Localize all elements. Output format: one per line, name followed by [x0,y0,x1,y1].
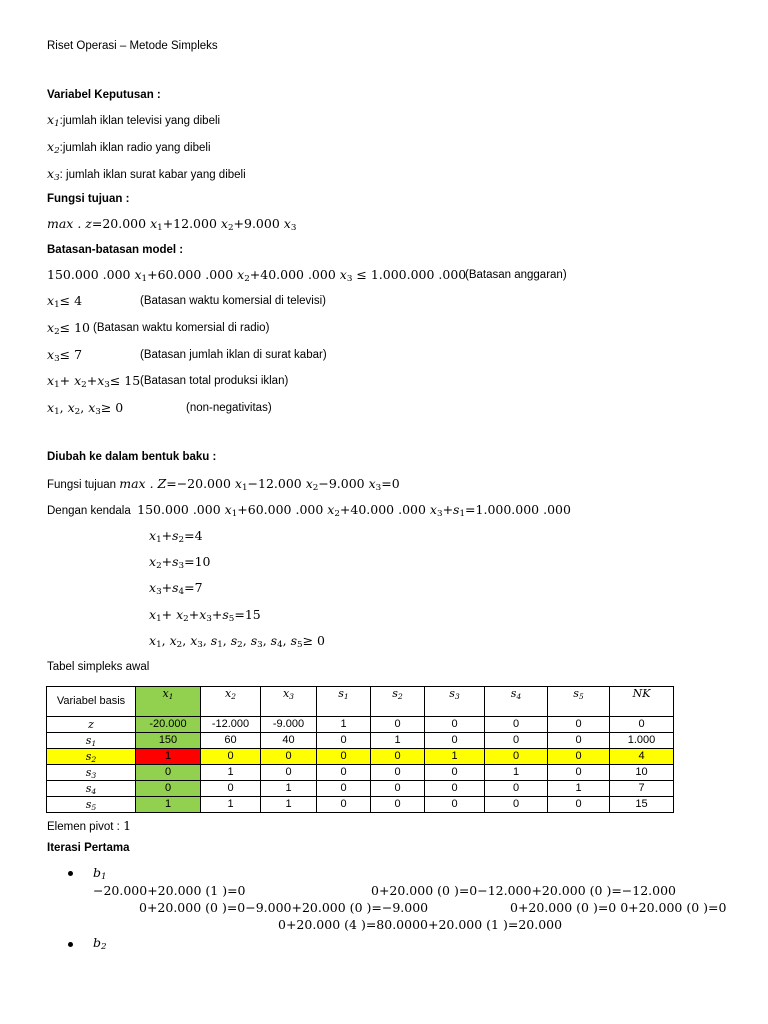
table-cell: 0 [548,717,610,733]
table-cell: 0 [425,765,485,781]
table-cell: 0 [371,749,425,765]
header-basis: Variabel basis [47,687,136,717]
table-row-s2-pivot [47,749,674,765]
objective-heading: Fungsi tujuan : [47,193,130,205]
table-cell: 1 [261,781,317,797]
table-cell: 0 [371,781,425,797]
table-cell: 0 [548,733,610,749]
table-cell: 0 [425,733,485,749]
table-cell: 1 [485,765,548,781]
standard-heading: Diubah ke dalam bentuk baku : [47,451,217,463]
table-cell: 0 [610,717,674,733]
table-cell: 0 [485,781,548,797]
table-cell: 7 [610,781,674,797]
bullet-icon [68,942,73,947]
table-cell: -12.000 [201,717,261,733]
iteration-b2-label: $b_2$ [93,935,107,953]
standard-constraint-5: $x_1+ x_2+x_3+s_5=15$ [149,607,261,625]
constraint-radio-note: (Batasan waktu komersial di radio) [93,322,270,334]
constraint-newspaper: $x_3\le 7$ [47,347,83,365]
iteration-line-1b: 0+20.000 (0 )=0−12.000+20.000 (0 )=−12.000 [371,883,677,898]
basis-s4: $s_4$ [47,781,136,797]
standard-constraint-2: $x_1+s_2=4$ [149,528,203,546]
basis-z: z [47,717,136,733]
constraint-tv-note: (Batasan waktu komersial di televisi) [140,295,326,307]
table-cell: 0 [485,733,548,749]
table-cell: 0 [548,749,610,765]
table-cell: 1 [136,797,201,813]
header-x1: $x_1$ [136,687,201,717]
table-cell: 4 [610,749,674,765]
table-cell: 0 [548,797,610,813]
iteration-line-3: 0+20.000 (4 )=80.0000+20.000 (1 )=20.000 [278,917,563,932]
table-cell: 0 [317,797,371,813]
table-cell: 1 [201,765,261,781]
table-cell: 1 [317,717,371,733]
table-cell: 1 [425,749,485,765]
table-cell: 0 [371,797,425,813]
standard-constraint-6: $x_1$, $x_2$, $x_3$, $s_1$, $s_2$, $s_3$, $s_4$, $s_5\ge 0$ [149,633,325,651]
header-nk: NK [610,687,674,717]
table-cell: 1 [201,797,261,813]
header-s5: $s_5$ [548,687,610,717]
table-cell: 40 [261,733,317,749]
header-s2: $s_2$ [371,687,425,717]
header-s3: $s_3$ [425,687,485,717]
table-cell: 0 [317,781,371,797]
iteration-b1-label: $b_1$ [93,865,107,883]
simplex-table [46,686,674,813]
constraint-radio: $x_2\le 10$ [47,320,90,338]
table-cell: 1.000 [610,733,674,749]
table-row-s3 [47,765,674,781]
constraint-budget-note: (Batasan anggaran) [465,269,567,281]
table-cell: 0 [201,781,261,797]
table-row-s1 [47,733,674,749]
table-row-s5 [47,797,674,813]
table-cell: 0 [425,781,485,797]
constraints-heading: Batasan-batasan model : [47,244,184,256]
table-header-row [47,687,674,717]
table-caption: Tabel simpleks awal [47,661,150,673]
constraint-newspaper-note: (Batasan jumlah iklan di surat kabar) [140,349,327,361]
table-cell: 0 [548,765,610,781]
table-cell: 15 [610,797,674,813]
table-cell: -20.000 [136,717,201,733]
table-cell: 10 [610,765,674,781]
decision-item-1: $x_1:jumlah$ iklan televisi yang dibeli [47,112,221,130]
decision-item-2: $x_2:jumlah$ iklan radio yang dibeli [47,139,211,157]
basis-s1: $s_1$ [47,733,136,749]
table-cell: 1 [261,797,317,813]
table-row-s4 [47,781,674,797]
table-cell: 0 [371,717,425,733]
table-cell: -9.000 [261,717,317,733]
constraint-tv: $x_1\le 4$ [47,293,83,311]
decision-heading: Variabel Keputusan : [47,89,161,101]
table-cell: 0 [201,749,261,765]
table-cell: 1 [371,733,425,749]
basis-s5: $s_5$ [47,797,136,813]
bullet-icon [68,871,73,876]
pivot-element: 1 [136,749,201,765]
table-cell: 0 [485,797,548,813]
table-cell: 0 [136,781,201,797]
pivot-caption: Elemen pivot : 1 [47,818,132,833]
table-cell: 150 [136,733,201,749]
standard-constraint-4: $x_3+s_4=7$ [149,580,203,598]
table-cell: 0 [317,749,371,765]
document-header: Riset Operasi – Metode Simpleks [47,40,218,52]
table-cell: 0 [261,765,317,781]
table-cell: 0 [317,765,371,781]
constraint-budget: 150.000 .000 $x_1+60.000$ .000 $x_2+40.000$ .000 $x_3 \le 1.000.000$ .000 [47,267,467,285]
table-cell: 0 [371,765,425,781]
basis-s2: $s_2$ [47,749,136,765]
iteration-line-1a: −20.000+20.000 (1 )=0 [93,883,246,898]
standard-constraint-3: $x_2+s_3=10$ [149,554,211,572]
iteration-heading: Iterasi Pertama [47,842,130,854]
iteration-line-2b: 0+20.000 (0 )=0 0+20.000 (0 )=0 [510,900,727,915]
header-s4: $s_4$ [485,687,548,717]
basis-s3: $s_3$ [47,765,136,781]
table-cell: 1 [548,781,610,797]
header-x2: $x_2$ [201,687,261,717]
standard-objective: Fungsi tujuan max . Z=−20.000 $x_1-12.000$ $x_2-9.000$ $x_3=0$ [47,476,400,494]
constraint-nonneg-note: (non-negativitas) [186,402,272,414]
table-row-z [47,717,674,733]
table-cell: 0 [317,733,371,749]
table-cell: 0 [425,717,485,733]
constraint-total-note: (Batasan total produksi iklan) [140,375,289,387]
table-cell: 60 [201,733,261,749]
constraint-nonneg: $x_1$, $x_2$, $x_3\ge 0$ [47,400,124,418]
objective-equation: max . z=20.000 $x_1+12.000$ $x_2+9.000$ $x_3$ [47,216,297,234]
standard-constraint-1: Dengan kendala 150.000 .000 $x_1+60.000$ .000 $x_2+40.000$ .000 $x_3+s_1=1.000.000$ .000 [47,502,571,520]
table-cell: 0 [261,749,317,765]
header-s1: $s_1$ [317,687,371,717]
table-cell: 0 [136,765,201,781]
decision-item-3: $x_3$: jumlah iklan surat kabar yang dibeli [47,166,246,184]
table-cell: 0 [485,717,548,733]
header-x3: $x_3$ [261,687,317,717]
constraint-total: $x_1+ x_2+x_3\le 15$ [47,373,141,391]
table-cell: 0 [485,749,548,765]
iteration-line-2a: 0+20.000 (0 )=0−9.000+20.000 (0 )=−9.000 [139,900,429,915]
table-cell: 0 [425,797,485,813]
